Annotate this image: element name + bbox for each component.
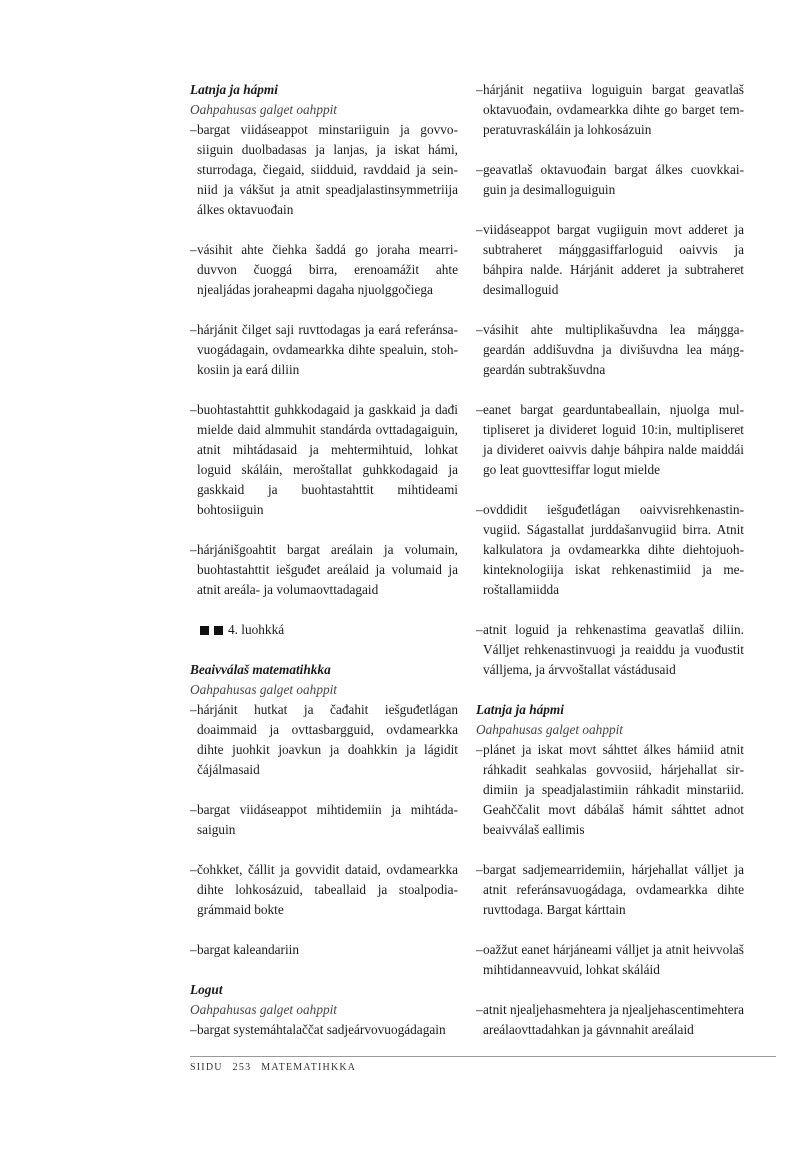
section-latnja-ja-hapmi-2 — [476, 700, 744, 1040]
dash: – — [476, 222, 483, 237]
dash: – — [476, 162, 483, 177]
section-logut-continued — [476, 80, 744, 680]
dash: – — [476, 1002, 483, 1017]
footer-subject: MATEMATIHKKA — [261, 1062, 357, 1073]
list-item — [476, 620, 744, 680]
list-item-text: bargat kaleandariin — [197, 942, 300, 957]
dash: – — [476, 942, 483, 957]
list-item — [476, 80, 744, 140]
list-item-text: ovddidit iešguđetlágan oaivvisrehkenastinvugiid. Ságastallat jurddašanvugiid birra. Atnit kalkulatora ja ovdamearkka dihte diehtojuohkinteknologiija iskat rehkenastimiid ja meroštallamiidda — [483, 502, 744, 597]
list-item — [190, 320, 458, 380]
list-item — [476, 740, 744, 840]
section-title: Latnja ja hápmi — [190, 82, 278, 97]
left-column — [190, 80, 458, 1040]
dash: – — [190, 942, 197, 957]
section-logut — [190, 980, 458, 1040]
square-bullet-icon — [214, 626, 223, 635]
list-item-text: viidáseappot bargat vugiiguin movt adderet ja subtraheret máŋggasiffarloguid oaivvis ja báhpira nalde. Hárjánit adderet ja subtraheret desimalloguid — [483, 222, 744, 297]
dash: – — [476, 742, 483, 757]
list-item-text: bargat sadjemearridemiin, hárjehallat válljet ja atnit referánsavuogádaga, ovdamearkka dihte ruvttodaga. Bargat kárttain — [483, 862, 744, 917]
list-item-text: atnit loguid ja rehkenastima geavatlaš diliin. Válljet rehkenastinvuogi ja reaiddu ja vuođustit válljema, ja árvvoštallat vástádusaid — [483, 622, 744, 677]
dash: – — [476, 402, 483, 417]
list-item-text: oažžut eanet hárjáneami válljet ja atnit heivvolaš mihtidanneavvuid, lohkat skáláid — [483, 942, 744, 977]
dash: – — [476, 82, 483, 97]
section-title: Latnja ja hápmi — [476, 702, 564, 717]
list-item-text: hárjánit negatiiva loguiguin bargat geavatlaš oktavuođain, ovdamearkka dihte go barget temperatuvraskáláin ja lohkosázuin — [483, 82, 744, 137]
list-item — [190, 800, 458, 840]
dash: – — [190, 802, 197, 817]
list-item — [190, 1020, 458, 1040]
dash: – — [476, 502, 483, 517]
list-item — [190, 400, 458, 520]
list-item-text: vásihit ahte čiehka šaddá go joraha mearriduvvon čuoggá birra, erenoamážit ahte njealjádas joraheapmi dagaha njuolggočiega — [197, 242, 458, 297]
list-item — [190, 540, 458, 600]
list-item-text: bargat viidáseappot minstariiguin ja govvosiiguin duolbadasas ja lanjas, ja iskat hámi, sturrodaga, čiegaid, siidduid, ravddaid ja seinniid ja vákšut ja atnit speadjalastinsymmetriija álkes oktavuođain — [197, 122, 458, 217]
list-item-text: bargat viidáseappot mihtidemiin ja mihtádasaiguin — [197, 802, 458, 837]
list-item — [476, 400, 744, 480]
list-item — [190, 240, 458, 300]
list-item-text: geavatlaš oktavuođain bargat álkes cuovkkaiguin ja desimalloguiguin — [483, 162, 744, 197]
list-item-text: atnit njealjehasmehtera ja njealjehascentimehtera areálaovttadahkan ja gávnnahit areálaid — [483, 1002, 745, 1037]
list-item-text: čohkket, čállit ja govvidit dataid, ovdamearkka dihte lohkosázuid, tabeallaid ja stoalpodiagrámmaid bokte — [197, 862, 458, 917]
section-beaivvalas-matematihkka — [190, 660, 458, 960]
dash: – — [190, 122, 197, 137]
list-item — [190, 940, 458, 960]
section-latnja-ja-hapmi — [190, 80, 458, 600]
list-item — [190, 700, 458, 780]
section-subtitle: Oahpahusas galget oahppit — [190, 102, 338, 117]
footer-page-number: 253 — [232, 1062, 252, 1073]
list-item-text: bargat systemáhtalaččat sadjeárvovuogádagain — [197, 1022, 446, 1037]
square-bullet-icon — [200, 626, 209, 635]
right-column — [476, 80, 744, 1040]
list-item — [476, 860, 744, 920]
grade-label: 4. luohkká — [228, 622, 285, 637]
section-subtitle: Oahpahusas galget oahppit — [190, 682, 338, 697]
section-subtitle: Oahpahusas galget oahppit — [190, 1002, 338, 1017]
list-item — [476, 160, 744, 200]
list-item-text: buohtastahttit guhkkodagaid ja gaskkaid ja dađi mielde daid almmuhit standárda ovttadagaiguin, atnit mihtádasaid ja mehtermihtuid, lohkat loguid skáláin, meroštallat guhkkodagaid ja gaskkaid ja buohtastahttit mihtideami bohtosiiguin — [197, 402, 458, 517]
list-item-text: hárjánit hutkat ja čađahit iešguđetlágan doaimmaid ja ovttasbargguid, ovdamearkka dihte juohkit joavkun ja doahkkin ja lágidit čájálmasaid — [197, 702, 458, 777]
list-item — [476, 500, 744, 600]
footer-page-label: SIIDU — [190, 1062, 223, 1073]
list-item — [476, 220, 744, 300]
dash: – — [476, 862, 483, 877]
dash: – — [476, 622, 483, 637]
dash: – — [190, 862, 197, 877]
section-title: Beaivválaš matematihkka — [190, 662, 331, 677]
section-subtitle: Oahpahusas galget oahppit — [476, 722, 624, 737]
dash: – — [190, 322, 197, 337]
list-item — [476, 1000, 744, 1040]
grade-heading — [200, 620, 458, 640]
dash: – — [190, 402, 197, 417]
list-item — [476, 940, 744, 980]
list-item-text: hárjánit čilget saji ruvttodagas ja eará referánsavuogádagain, ovdamearkka dihte spealuin, stohkosiin ja eará diliin — [197, 322, 458, 377]
dash: – — [190, 242, 197, 257]
list-item-text: hárjánišgoahtit bargat areálain ja volumain, buohtastahttit iešguđet areálaid ja volumaid ja atnit areála- ja volumaovttadagaid — [197, 542, 458, 597]
dash: – — [190, 1022, 197, 1037]
list-item — [476, 320, 744, 380]
dash: – — [476, 322, 483, 337]
list-item-text: plánet ja iskat movt sáhttet álkes hámiid atnit ráhkadit seahkalas govvosiid, hárjehallat sirdimiin ja speadjalastimiin ráhkadit minstariid. Geahččalit movt dábálaš hámit sáhttet adnot beaivválaš eallimis — [483, 742, 744, 837]
footer-divider — [190, 1056, 776, 1057]
section-title: Logut — [190, 982, 223, 997]
list-item — [190, 120, 458, 220]
list-item — [190, 860, 458, 920]
page-footer — [190, 1062, 366, 1073]
dash: – — [190, 702, 197, 717]
list-item-text: vásihit ahte multiplikašuvdna lea máŋggageardán addišuvdna ja divišuvdna lea máŋggeardán subtrakšuvdna — [483, 322, 744, 377]
list-item-text: eanet bargat gearduntabeallain, njuolga multipliseret ja divideret loguid 10:in, multipliseret ja divideret oaivvis dahje báhpira nalde maiddái go leat guovttesiffar logut mielde — [483, 402, 744, 477]
dash: – — [190, 542, 197, 557]
